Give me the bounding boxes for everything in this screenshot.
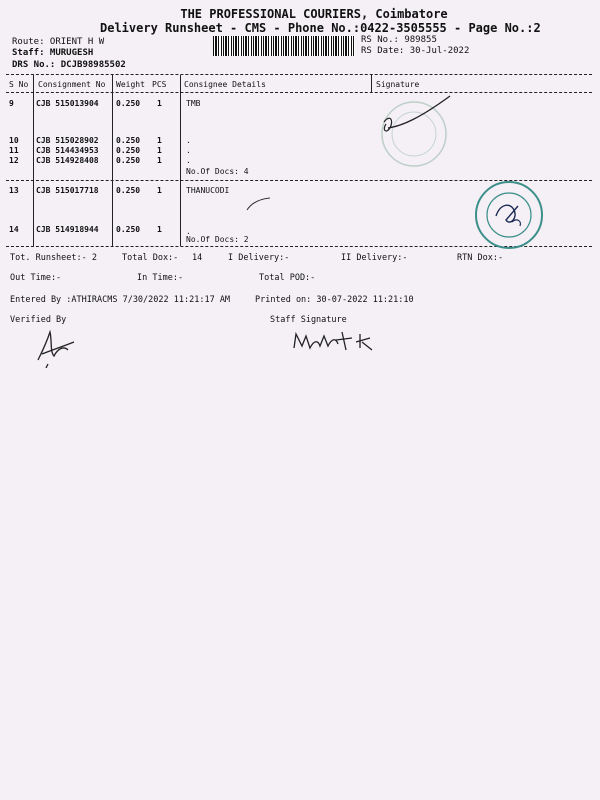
col-header-sno: S No (9, 80, 29, 89)
ii-delivery: II Delivery:- (341, 253, 408, 263)
runsheet-subtitle: Delivery Runsheet - CMS - Phone No.:0422-3505555 - Page No.:2 (100, 21, 541, 35)
table-row-consignment: CJB 514434953 (36, 146, 99, 155)
table-header-rule (6, 92, 592, 93)
table-row-consignment: CJB 515028902 (36, 136, 99, 145)
table-row-pcs: 1 (157, 225, 162, 234)
table-row-weight: 0.250 (116, 156, 141, 165)
table-row-pcs: 1 (157, 146, 162, 155)
route-label: Route: ORIENT H W (12, 37, 105, 47)
col-divider (33, 75, 34, 246)
table-row-consignment: CJB 514918944 (36, 225, 99, 234)
rs-number: RS No.: 989855 (361, 35, 437, 45)
rs-date: RS Date: 30-Jul-2022 (361, 46, 470, 56)
table-top-rule (6, 74, 592, 75)
col-divider (371, 75, 372, 92)
drs-number: DRS No.: DCJB98985502 (12, 60, 126, 70)
company-title: THE PROFESSIONAL COURIERS, Coimbatore (180, 7, 448, 21)
table-row-weight: 0.250 (116, 146, 141, 155)
table-row-weight: 0.250 (116, 136, 141, 145)
staff-signature-label: Staff Signature (270, 315, 347, 325)
total-dox-value: 14 (192, 253, 203, 263)
col-header-weight: Weight (116, 80, 145, 89)
table-row-sno: 12 (9, 156, 19, 165)
table-row-details: . (186, 146, 191, 155)
table-row-sno: 9 (9, 99, 14, 108)
table-row-pcs: 1 (157, 186, 162, 195)
pen-mark (244, 196, 274, 212)
col-header-pcs: PCS (152, 80, 167, 89)
delivery-stamp-1 (372, 92, 452, 177)
table-row-pcs: 1 (157, 136, 162, 145)
table-row-details: . (186, 227, 191, 236)
docs-count-group2: No.Of Docs: 2 (186, 235, 249, 244)
verified-by-label: Verified By (10, 315, 67, 325)
col-header-consignee: Consignee Details (184, 80, 266, 89)
out-time: Out Time:- (10, 273, 62, 283)
table-row-details: TMB (186, 99, 201, 108)
total-pod: Total POD:- (259, 273, 316, 283)
printed-on: Printed on: 30-07-2022 11:21:10 (255, 295, 414, 305)
table-row-sno: 11 (9, 146, 19, 155)
table-row-weight: 0.250 (116, 225, 141, 234)
col-header-signature: Signature (376, 80, 420, 89)
table-row-weight: 0.250 (116, 186, 141, 195)
table-row-consignment: CJB 514928408 (36, 156, 99, 165)
i-delivery: I Delivery:- (228, 253, 290, 263)
table-row-sno: 10 (9, 136, 19, 145)
table-row-details: THANUCODI (186, 186, 230, 195)
col-divider (112, 75, 113, 246)
table-row-pcs: 1 (157, 99, 162, 108)
table-row-details: . (186, 156, 191, 165)
table-row-consignment: CJB 515013904 (36, 99, 99, 108)
rtn-dox: RTN Dox:- (457, 253, 504, 263)
total-runsheet: Tot. Runsheet:- 2 (10, 253, 97, 263)
col-header-consignment: Consignment No (38, 80, 106, 89)
total-dox-label: Total Dox:- (122, 253, 179, 263)
col-divider (180, 75, 181, 246)
staff-label: Staff: MURUGESH (12, 48, 94, 58)
staff-signature (290, 326, 385, 354)
entered-by: Entered By :ATHIRACMS 7/30/2022 11:21:17 AM (10, 295, 231, 305)
table-row-pcs: 1 (157, 156, 162, 165)
verifier-signature (30, 328, 80, 368)
table-row-consignment: CJB 515017718 (36, 186, 99, 195)
table-row-weight: 0.250 (116, 99, 141, 108)
docs-count-group1: No.Of Docs: 4 (186, 167, 249, 176)
delivery-stamp-2 (466, 180, 552, 250)
table-row-sno: 13 (9, 186, 19, 195)
in-time: In Time:- (137, 273, 184, 283)
barcode-image (213, 36, 355, 56)
table-row-sno: 14 (9, 225, 19, 234)
table-row-details: . (186, 136, 191, 145)
